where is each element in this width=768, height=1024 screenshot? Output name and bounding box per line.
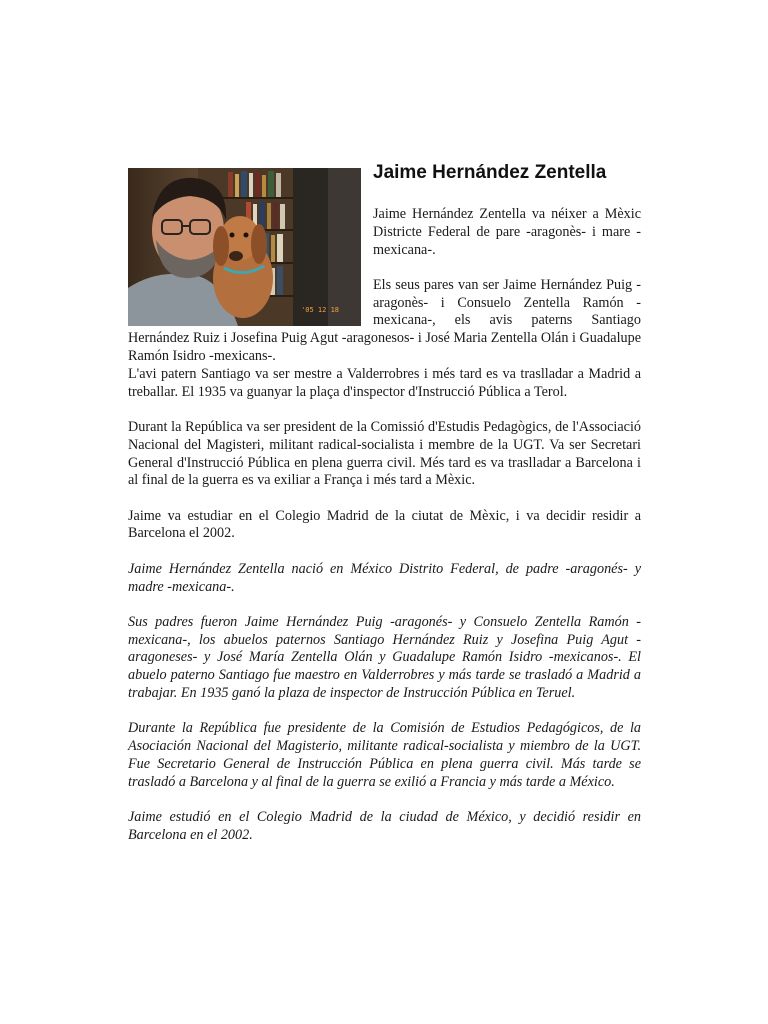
catalan-paragraph-5: Jaime va estudiar en el Colegio Madrid de la ciutat de Mèxic, i va decidir residir a Barcelona el 2002. (128, 507, 641, 542)
portrait-illustration (128, 168, 361, 326)
portrait-photo (128, 168, 361, 326)
catalan-paragraph-3: L'avi patern Santiago va ser mestre a Valderrobres i més tard es va traslladar a Madrid a treballar. El 1935 va guanyar la plaça d'inspector d'Instrucció Pública a Terol. (128, 365, 641, 400)
page-title: Jaime Hernández Zentella (373, 162, 607, 183)
spanish-paragraph-2: Sus padres fueron Jaime Hernández Puig -aragonés- y Consuelo Zentella Ramón -mexicana-, los abuelos paternos Santiago Hernández Ruiz y Josefina Puig Agut -aragoneses- y José María Zentella Olán y Guadalupe Ramón Isidro -mexicanos-. El abuelo paterno Santiago fue maestro en Valderrobres y más tarde se trasladó a Madrid a trabajar. En 1935 ganó la plaza de inspector de Instrucción Pública en Teruel. (128, 613, 641, 702)
photo-date-stamp: '05 12 18 (301, 306, 339, 314)
document-page (128, 162, 641, 862)
spanish-paragraph-1: Jaime Hernández Zentella nació en México Distrito Federal, de padre -aragonés- y madre -mexicana-. (128, 560, 641, 595)
spanish-paragraph-4: Jaime estudió en el Colegio Madrid de la ciudad de México, y decidió residir en Barcelona en el 2002. (128, 809, 641, 843)
catalan-paragraph-1: Jaime Hernández Zentella va néixer a Mèxic Districte Federal de pare -aragonès- i mare -mexicana-. (373, 206, 641, 258)
catalan-paragraph-2: Els seus pares van ser Jaime Hernández Puig -aragonès- i Consuelo Zentella Ramón -mexicana-, els avis paterns Santiago Hernández Ruiz i Josefina Puig Agut -aragonesos- i José Maria Zentella Olán i Guadalupe Ramón Isidro -mexicans-. (128, 276, 641, 365)
spanish-paragraph-3: Durante la República fue presidente de la Comisión de Estudios Pedagógicos, de la Asociación Nacional del Magisterio, militante radical-socialista y miembro de la UGT. Fue Secretario General de Instrucción Pública en plena guerra civil. Más tarde se trasladó a Barcelona y al final de la guerra se exilió a Francia y más tarde a México. (128, 720, 641, 790)
catalan-paragraph-4: Durant la República va ser president de la Comissió d'Estudis Pedagògics, de l'Associació Nacional del Magisteri, militant radical-socialista i membre de la UGT. Va ser Secretari General d'Instrucció Pública en plena guerra civil. Més tard es va traslladar a Barcelona i al final de la guerra es va exiliar a França i més tard a Mèxic. (128, 418, 641, 489)
